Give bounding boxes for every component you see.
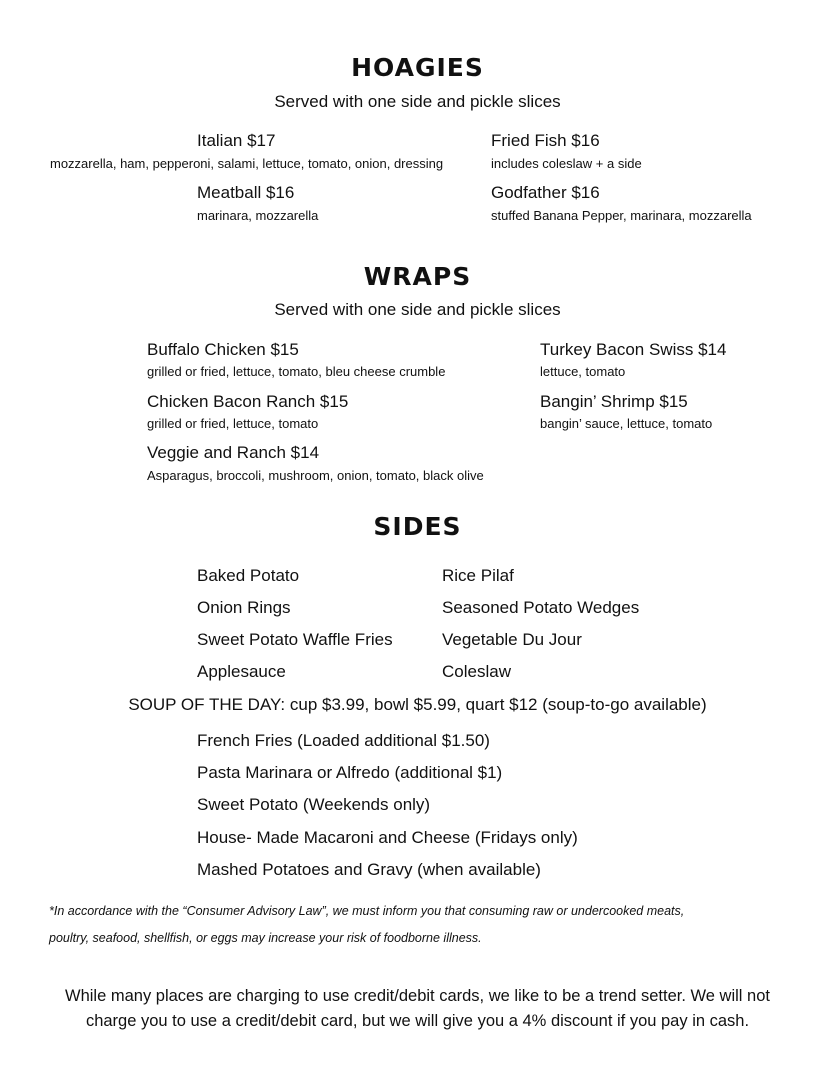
hoagies-heading: HOAGIES bbox=[351, 53, 484, 82]
menu-item-buffalo-chicken-desc: grilled or fried, lettuce, tomato, bleu cheese crumble bbox=[147, 364, 446, 379]
menu-item-fried-fish: Fried Fish $16 bbox=[491, 131, 600, 150]
hoagies-subtitle: Served with one side and pickle slices bbox=[274, 92, 561, 111]
menu-item-meatball: Meatball $16 bbox=[197, 183, 295, 202]
menu-item-veggie-ranch-desc: Asparagus, broccoli, mushroom, onion, tomato, black olive bbox=[147, 468, 484, 483]
extra-side-item: Pasta Marinara or Alfredo (additional $1) bbox=[197, 763, 503, 782]
menu-item-turkey-bacon-swiss-desc: lettuce, tomato bbox=[540, 364, 626, 379]
menu-item-bangin-shrimp-desc: bangin’ sauce, lettuce, tomato bbox=[540, 416, 713, 431]
extra-side-item: Sweet Potato (Weekends only) bbox=[197, 795, 431, 814]
menu-item-italian: Italian $17 bbox=[197, 131, 276, 150]
side-item: Baked Potato bbox=[197, 566, 300, 585]
menu-item-godfather: Godfather $16 bbox=[491, 183, 600, 202]
wraps-heading: WRAPS bbox=[363, 262, 472, 291]
consumer-advisory-line-2: poultry, seafood, shellfish, or eggs may increase your risk of foodborne illness. bbox=[49, 931, 482, 945]
consumer-advisory-line-1: *In accordance with the “Consumer Advisory Law”, we must inform you that consuming raw or undercooked meats, bbox=[49, 904, 685, 918]
extra-side-item: House- Made Macaroni and Cheese (Fridays only) bbox=[197, 828, 578, 847]
menu-item-meatball-desc: marinara, mozzarella bbox=[197, 208, 319, 223]
sides-heading: SIDES bbox=[373, 512, 462, 541]
side-item: Vegetable Du Jour bbox=[442, 630, 582, 649]
side-item: Seasoned Potato Wedges bbox=[442, 598, 640, 617]
menu-item-italian-desc: mozzarella, ham, pepperoni, salami, lettuce, tomato, onion, dressing bbox=[50, 156, 444, 171]
wraps-subtitle: Served with one side and pickle slices bbox=[274, 300, 561, 319]
side-item: Rice Pilaf bbox=[442, 566, 514, 585]
menu-item-buffalo-chicken: Buffalo Chicken $15 bbox=[147, 340, 299, 359]
menu-item-veggie-ranch: Veggie and Ranch $14 bbox=[147, 443, 320, 462]
soup-of-the-day: SOUP OF THE DAY: cup $3.99, bowl $5.99, quart $12 (soup-to-go available) bbox=[128, 695, 707, 714]
menu-item-turkey-bacon-swiss: Turkey Bacon Swiss $14 bbox=[540, 340, 727, 359]
side-item: Sweet Potato Waffle Fries bbox=[197, 630, 393, 649]
menu-item-fried-fish-desc: includes coleslaw + a side bbox=[491, 156, 642, 171]
menu-item-godfather-desc: stuffed Banana Pepper, marinara, mozzarella bbox=[491, 208, 752, 223]
side-item: Coleslaw bbox=[442, 662, 511, 681]
menu-item-chicken-bacon-ranch: Chicken Bacon Ranch $15 bbox=[147, 392, 349, 411]
extra-side-item: Mashed Potatoes and Gravy (when available) bbox=[197, 860, 541, 879]
side-item: Applesauce bbox=[197, 662, 286, 681]
menu-item-chicken-bacon-ranch-desc: grilled or fried, lettuce, tomato bbox=[147, 416, 319, 431]
extra-side-item: French Fries (Loaded additional $1.50) bbox=[197, 731, 490, 750]
cash-discount-notice: While many places are charging to use credit/debit cards, we like to be a trend setter. We will not charge you to use a credit/debit card, but we will give you a 4% discount if you pay in cash. bbox=[65, 987, 770, 1030]
menu-item-bangin-shrimp: Bangin’ Shrimp $15 bbox=[540, 392, 688, 411]
side-item: Onion Rings bbox=[197, 598, 291, 617]
